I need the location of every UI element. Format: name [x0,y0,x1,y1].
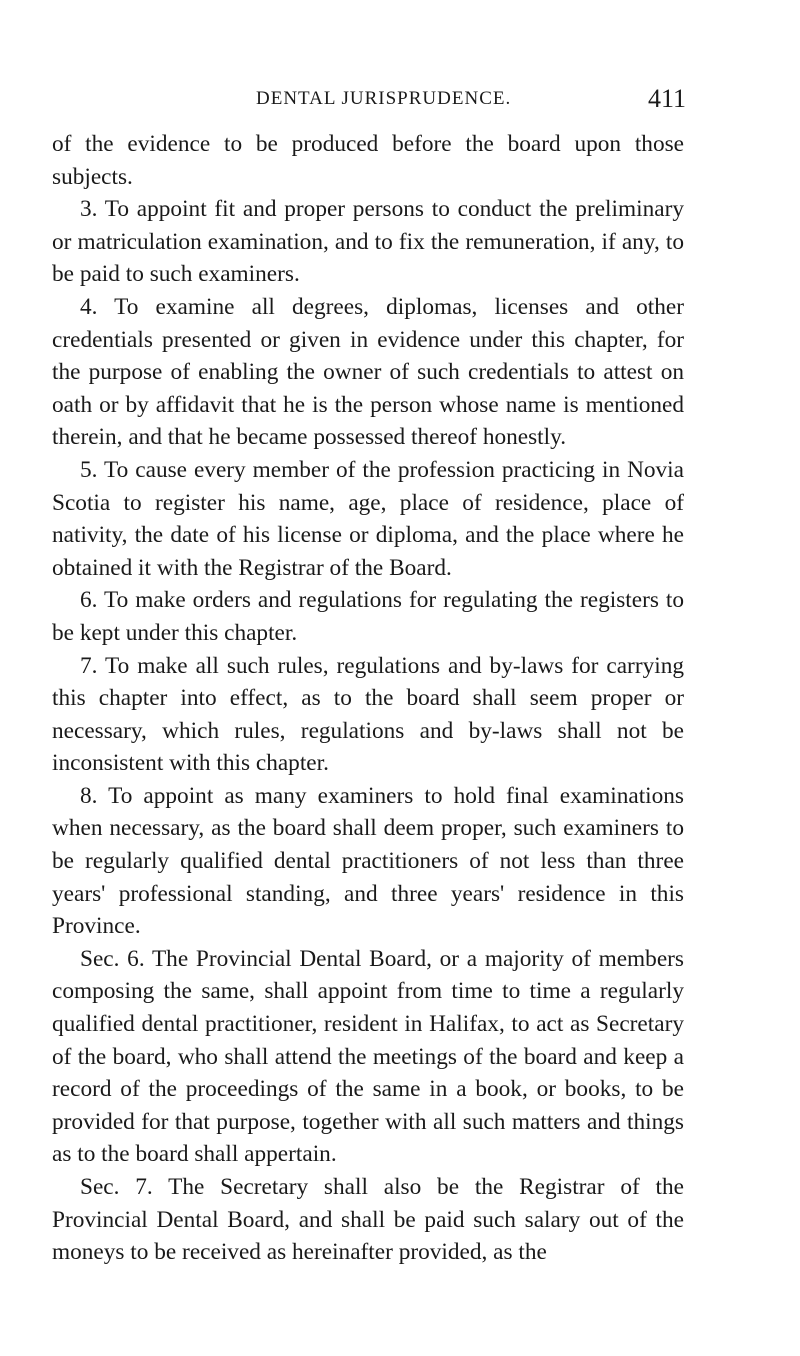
running-title: DENTAL JURISPRUDENCE. [256,88,512,109]
page-header [256,84,686,114]
paragraph-section-7: Sec. 7. The Secretary shall also be the Registrar of the Provincial Dental Board, and shall be paid such salary out of the moneys to be received as hereinafter provided, as the [52,1174,684,1266]
page-number: 411 [647,84,686,113]
paragraph-item-6: 6. To make orders and regulations for regulating the registers to be kept under this chapter. [52,587,684,646]
paragraph-item-8: 8. To appoint as many examiners to hold final examinations when necessary, as the board shall deem proper, such examiners to be regularly qualified dental practitioners of not less than three years' professional standing, and three years' residence in this Province. [52,782,684,940]
body-text [52,128,684,1269]
paragraph-continuation: of the evidence to be produced before the board upon those subjects. [52,131,684,190]
paragraph-item-7: 7. To make all such rules, regulations and by-laws for carrying this chapter into effect, as to the board shall seem proper or necessary, which rules, regulations and by-laws shall not be inconsistent with this chapter. [52,652,684,777]
paragraph-item-3: 3. To appoint fit and proper persons to conduct the preliminary or matriculation examination, and to fix the remuneration, if any, to be paid to such examiners. [52,196,684,288]
paragraph-item-4: 4. To examine all degrees, diplomas, licenses and other credentials presented or given in evidence under this chapter, for the purpose of enabling the owner of such credentials to attest on oath or by affidavit that he is the person whose name is mentioned therein, and that he became possessed thereof honestly. [52,293,684,451]
paragraph-item-5: 5. To cause every member of the profession practicing in Novia Scotia to register his name, age, place of residence, place of nativity, the date of his license or diploma, and the place where he obtained it with the Registrar of the Board. [52,456,684,581]
paragraph-section-6: Sec. 6. The Provincial Dental Board, or a majority of members composing the same, shall appoint from time to time a regularly qualified dental practitioner, resident in Halifax, to act as Secretary of the board, who shall attend the meetings of the board and keep a record of the proceedings of the same in a book, or books, to be provided for that purpose, together with all such matters and things as to the board shall appertain. [52,945,684,1168]
